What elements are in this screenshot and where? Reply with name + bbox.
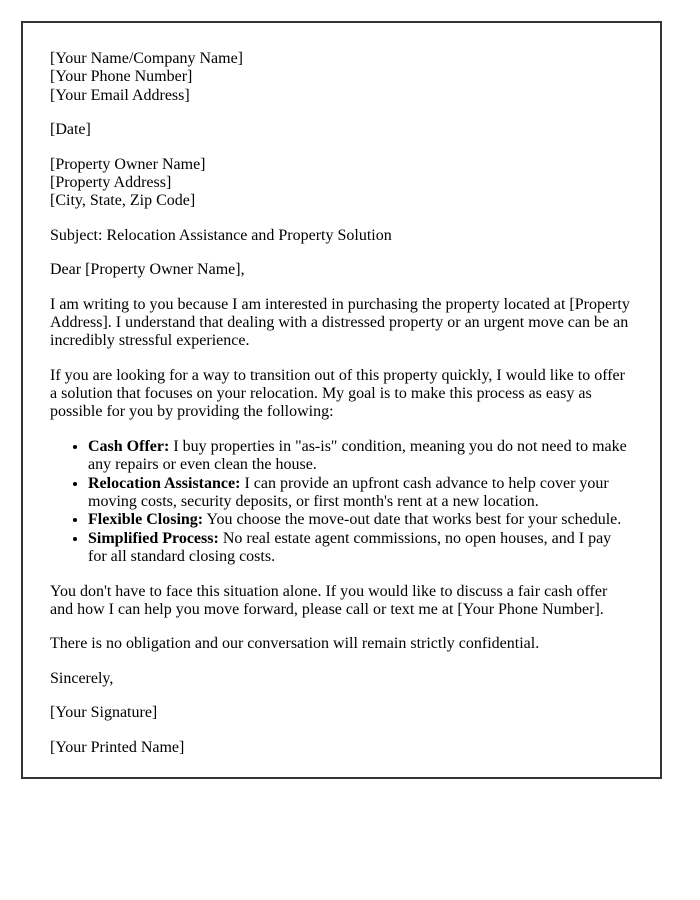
benefit-label: Relocation Assistance: [88,474,241,492]
benefit-text: No real estate agent commissions, no open houses, and I pay for all standard closing costs. [88,529,612,566]
benefit-item-cash-offer [88,438,632,475]
signature-placeholder: [Your Signature] [50,704,158,722]
benefit-text: I can provide an upfront cash advance to help cover your moving costs, security deposits, or first month's rent at a new location. [88,474,609,511]
recipient-block [50,156,632,211]
sender-phone-line: [Your Phone Number] [50,68,193,86]
benefit-label: Simplified Process: [88,529,219,547]
recipient-city-state-zip-line: [City, State, Zip Code] [50,192,196,210]
confidentiality-paragraph: There is no obligation and our conversation will remain strictly confidential. [50,635,540,653]
benefit-label: Flexible Closing: [88,511,204,529]
benefits-list [50,438,632,567]
benefit-item-relocation-assistance [88,475,632,512]
benefit-text: You choose the move-out date that works best for your schedule. [206,511,622,529]
subject-line: Subject: Relocation Assistance and Property Solution [50,226,392,244]
benefit-item-flexible-closing [88,511,632,529]
benefit-text: I buy properties in "as-is" condition, meaning you do not need to make any repairs or even clean the house. [88,437,627,474]
date-line: [Date] [50,121,91,139]
sender-email-line: [Your Email Address] [50,86,190,104]
support-paragraph: You don't have to face this situation alone. If you would like to discuss a fair cash offer and how I can help you move forward, please call or text me at [Your Phone Number]. [50,582,608,618]
recipient-name-line: [Property Owner Name] [50,155,206,173]
sender-name-line: [Your Name/Company Name] [50,50,244,67]
salutation-line: Dear [Property Owner Name], [50,261,245,279]
signoff-line: Sincerely, [50,669,114,687]
benefit-item-simplified-process [88,530,632,567]
benefit-label: Cash Offer: [88,437,170,455]
letter-document [21,21,662,779]
printed-name-placeholder: [Your Printed Name] [50,738,185,756]
intro-paragraph: I am writing to you because I am interested in purchasing the property located at [Property Address]. I understand that dealing with a distressed property or an urgent move can be an incredibly stressful experience. [50,295,630,350]
offer-paragraph: If you are looking for a way to transition out of this property quickly, I would like to offer a solution that focuses on your relocation. My goal is to make this process as easy as possible for you by providing the following: [50,366,625,421]
recipient-address-line: [Property Address] [50,173,172,191]
sender-block [50,50,632,105]
